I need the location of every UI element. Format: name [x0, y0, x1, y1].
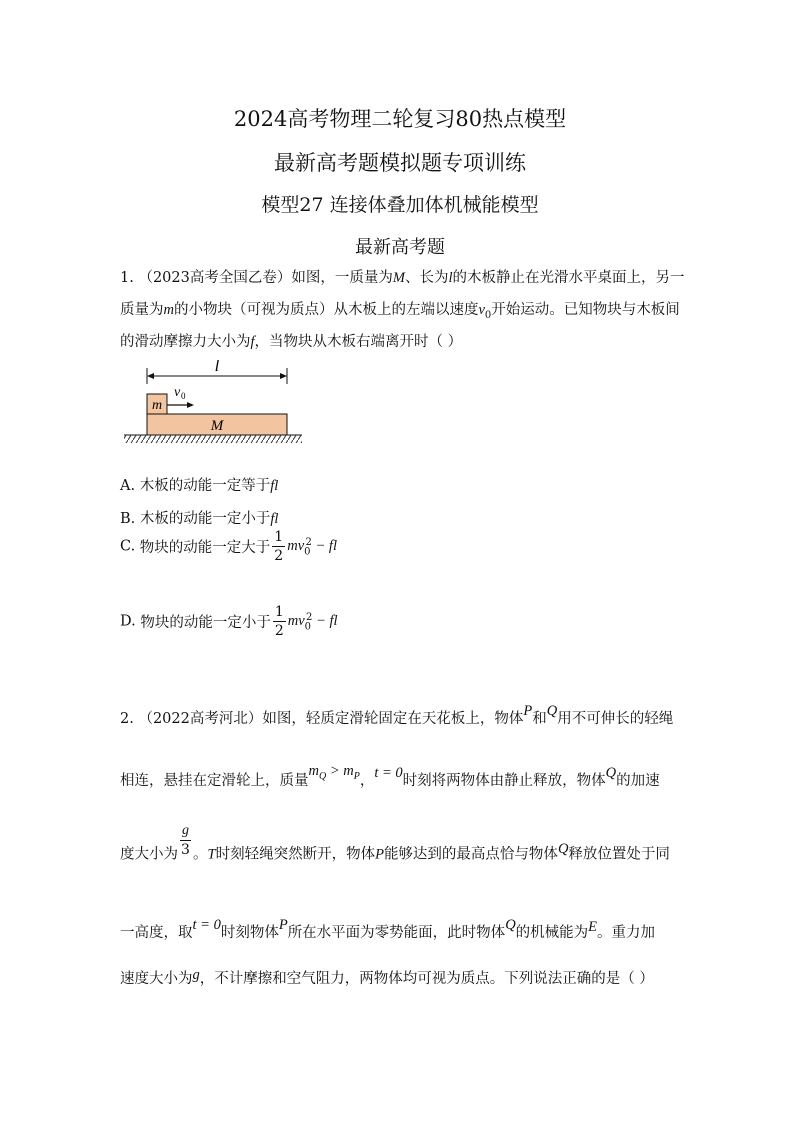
- q2-line-4: 一高度，取t = 0时刻物体P所在水平面为零势能面，此时物体Q的机械能为E。重力加: [120, 917, 656, 941]
- q2-line-3: 度大小为 $\frac{g}{3}$ 。T时刻轻绳突然断开，物体P能够达到的最高点恰与物体Q释放位置处于同: [120, 823, 670, 863]
- q1-option-a[interactable]: A. 木板的动能一定等于fl: [120, 478, 279, 494]
- board-block-figure: [118, 360, 308, 452]
- ground-hatch: [124, 435, 302, 443]
- block-label: m: [151, 398, 163, 413]
- doc-subtitle: 最新高考题模拟题专项训练: [274, 151, 526, 175]
- velocity-label: v: [174, 385, 181, 400]
- q1-line-1: 1. （2023高考全国乙卷）如图，一质量为M、长为l的木板静止在光滑水平桌面上，另一: [120, 270, 685, 286]
- board-label: M: [210, 418, 224, 434]
- model-title: 模型27 连接体叠加体机械能模型: [261, 194, 539, 216]
- q1-line-3: 的滑动摩擦力大小为f，当物块从木板右端离开时（ ）: [120, 334, 463, 350]
- length-label: l: [214, 360, 220, 375]
- q1-option-b[interactable]: B. 木板的动能一定小于fl: [120, 511, 279, 527]
- q1-line-2: 质量为m的小物块（可视为质点）从木板上的左端以速度$v_0$开始运动。已知物块与木板间: [120, 302, 680, 321]
- q1-option-c[interactable]: C. 物块的动能一定大于 $\frac{1}{2}$ $mv_0^2$ − fl: [120, 529, 337, 564]
- q1-option-d[interactable]: D. 物块的动能一定小于 $\frac{1}{2}$ $mv_0^2$ − fl: [120, 604, 338, 639]
- doc-title: 2024高考物理二轮复习80热点模型: [233, 107, 567, 131]
- q2-line-2: 相连，悬挂在定滑轮上，质量$m_Q > m_P$，t = 0时刻将两物体由静止释放，物体Q的加速: [120, 763, 660, 789]
- velocity-sub: 0: [181, 391, 186, 401]
- q2-line-1: 2. （2022高考河北）如图，轻质定滑轮固定在天花板上，物体P和Q用不可伸长的轻绳: [120, 703, 674, 727]
- q2-line-5: 速度大小为g，不计摩擦和空气阻力，两物体均可视为质点。下列说法正确的是（ ）: [120, 967, 654, 987]
- section-heading: 最新高考题: [355, 237, 445, 258]
